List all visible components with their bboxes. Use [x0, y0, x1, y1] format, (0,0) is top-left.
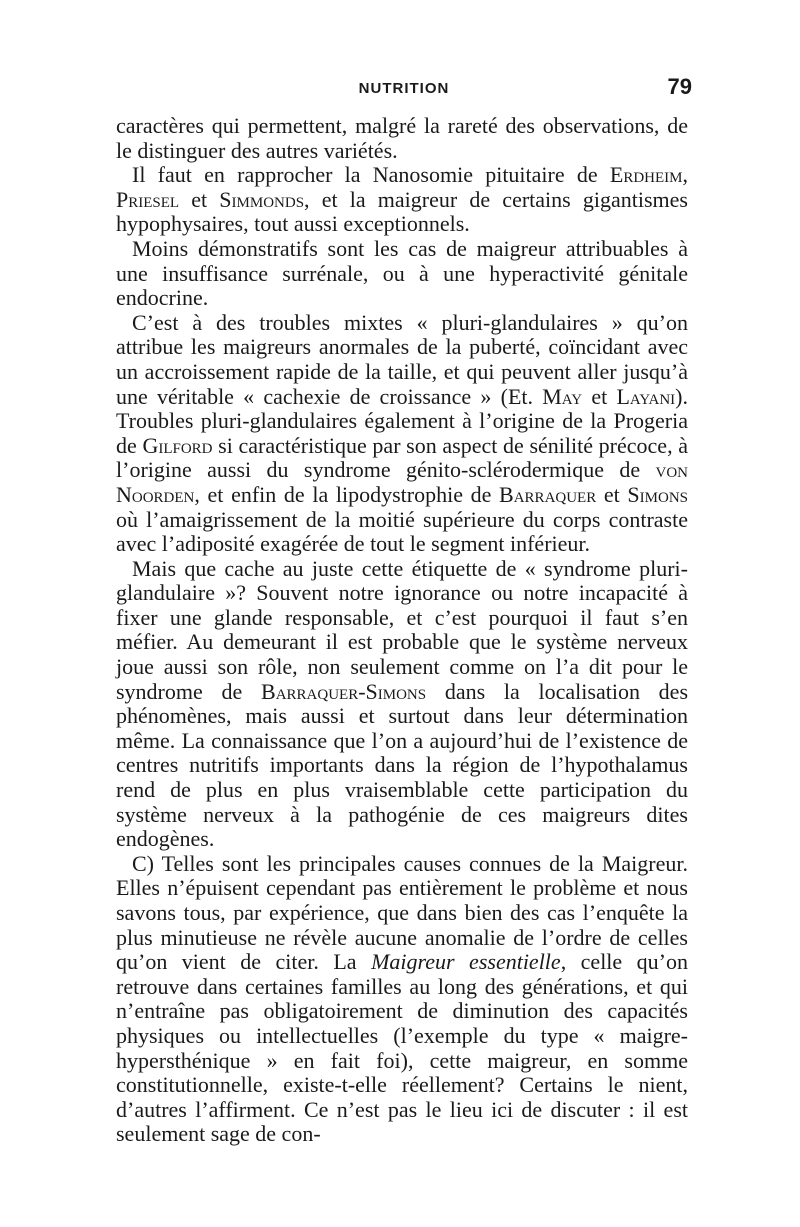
text-run: ,	[682, 162, 688, 188]
text-run: , et enfin de la lipodystrophie de	[194, 481, 500, 507]
text-run: où l’amaigrissement de la moitié supérieure du corps contraste avec l’adiposité exagérée de tout le segment inférieur.	[116, 506, 688, 557]
text-run: et	[179, 186, 220, 212]
paragraph-5	[116, 557, 688, 852]
text-run: C’est à des troubles mixtes « pluri-glandulaires » qu’on attribue les maigreurs anormales de la puberté, coïncidant avec un accroissement rapide de la taille, et qui peuvent aller jusqu’à une véritable « cachexie de croissance » (Et.	[116, 309, 688, 409]
text-run: ). Troubles pluri-glandulaires également à l’origine de la Progeria de	[116, 383, 688, 458]
author-name: Gilford	[142, 432, 213, 458]
text-run: si caractéristique par son aspect de sénilité précoce, à l’origine aussi du syndrome génito-sclérodermique de	[116, 432, 689, 483]
text-run: et	[582, 383, 617, 409]
paragraph-6	[116, 852, 688, 1147]
page-number: 79	[667, 74, 692, 99]
author-name: von Noorden	[116, 457, 688, 507]
body-text	[116, 114, 688, 1147]
paragraph-3: Moins démonstratifs sont les cas de maigreur attribuables à une insuffisance surrénale, ou à une hyperactivité génitale endocrine.	[116, 235, 688, 311]
author-name: May	[542, 383, 583, 409]
text-run: Mais que cache au juste cette étiquette de « syndrome pluri-glandulaire »? Souvent notre ignorance ou notre incapacité à fixer une glande responsable, et c’est pourquoi il faut s’en méfier. Au demeurant il est probable que le système nerveux joue aussi son rôle, non seulement comme on l’a dit pour le syndrome de	[116, 555, 688, 704]
emphasized-term: Maigreur essentielle	[371, 949, 561, 975]
author-name: Simons	[627, 481, 688, 507]
running-title: NUTRITION	[358, 80, 450, 97]
text-run: , et la maigreur de certains gigantismes hypophysaires, tout aussi exceptionnels.	[116, 186, 688, 237]
author-name: Barraquer-Simons	[261, 678, 427, 704]
author-name: Priesel	[116, 186, 180, 212]
page-header	[116, 74, 692, 104]
text-run: , celle qu’on retrouve dans certaines familles au long des générations, et qui n’entraîne pas obligatoirement de diminution des capacités physiques ou intellectuelles (l’exemple du type « maigre-hypersthénique » en fait foi), cette maigreur, en somme constitutionnelle, existe-t-elle réellement? Certains le nient, d’autres l’affirment. Ce n’est pas le lieu ici de discuter : il est seulement sage de con-	[116, 949, 688, 1147]
paragraph-1: caractères qui permettent, malgré la rareté des observations, de le distinguer des autres variétés.	[116, 113, 688, 163]
author-name: Simmonds	[219, 186, 305, 212]
paragraph-2	[116, 163, 688, 237]
text-run: dans la localisation des phénomènes, mais aussi et surtout dans leur détermination même. La connaissance que l’on a aujourd’hui de l’existence de centres nutritifs importants dans la région de l’hypothalamus rend de plus en plus vraisemblable cette participation du système nerveux à la pathogénie de ces maigreurs dites endogènes.	[116, 678, 689, 852]
text-run: Il faut en rapprocher la Nanosomie pituitaire de	[132, 162, 610, 188]
text-run: et	[596, 481, 628, 507]
author-name: Erdheim	[609, 162, 683, 188]
author-name: Barraquer	[499, 481, 597, 507]
text-run: C) Telles sont les principales causes connues de la Maigreur. Elles n’épuisent cependant pas entièrement le problème et nous savons tous, par expérience, que dans bien des cas l’enquête la plus minutieuse ne révèle aucune anomalie de l’ordre de celles qu’on vient de citer. La	[116, 850, 688, 975]
author-name: Layani	[616, 383, 676, 409]
paragraph-4	[116, 311, 688, 557]
